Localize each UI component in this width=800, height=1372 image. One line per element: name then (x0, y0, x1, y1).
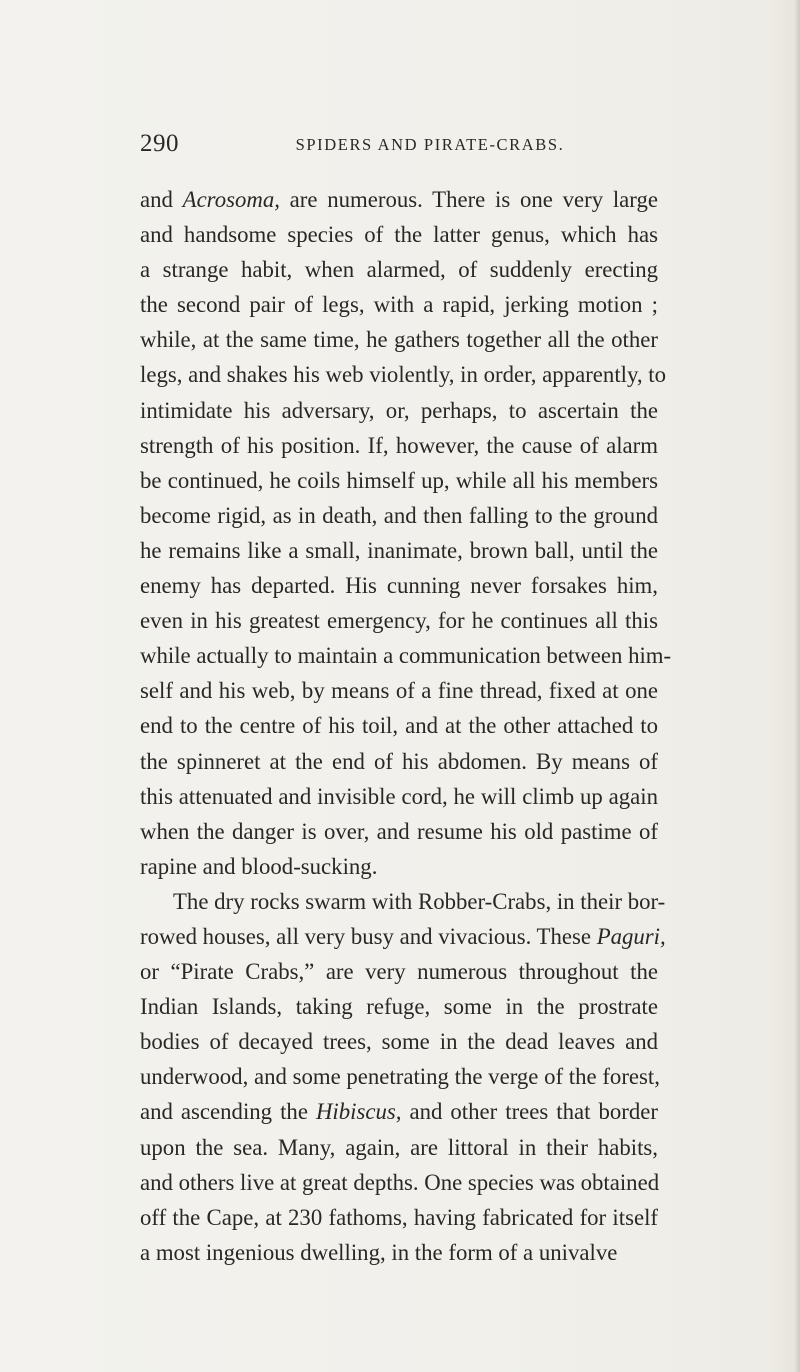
text-segment: while actually to maintain a communication between him- (140, 643, 672, 669)
text-segment: and other trees that border (401, 1099, 658, 1125)
text-segment: self and his web, by means of a fine thread, fixed at one (140, 678, 658, 704)
text-line (140, 673, 658, 708)
text-segment: a most ingenious dwelling, in the form of a univalve (140, 1239, 618, 1265)
text-line (140, 252, 658, 287)
text-line (140, 357, 667, 392)
text-segment: The dry rocks swarm with Robber-Crabs, in their bor- (173, 888, 666, 914)
text-line (140, 638, 672, 673)
text-segment: strength of his position. If, however, the cause of alarm (140, 432, 658, 458)
text-segment: or “Pirate Crabs,” are very numerous throughout the (140, 959, 658, 985)
text-line (140, 1165, 658, 1200)
italic-term: Paguri, (596, 923, 666, 949)
page-edge-shadow (794, 0, 800, 1372)
text-segment: the second pair of legs, with a rapid, jerking motion ; (140, 292, 658, 318)
italic-term: Acrosoma, (182, 187, 280, 212)
text-segment: while, at the same time, he gathers together all the other (140, 327, 658, 353)
text-segment: he remains like a small, inanimate, brown ball, until the (140, 537, 658, 563)
text-segment: a strange habit, when alarmed, of suddenly erecting (140, 257, 658, 283)
body-text (140, 182, 672, 1270)
text-line (140, 182, 658, 217)
page-header (140, 130, 660, 170)
text-segment: and ascending the (140, 1099, 316, 1125)
text-segment: and others live at great depths. One species was obtained (140, 1169, 660, 1195)
text-line (140, 322, 658, 357)
running-title: SPIDERS AND PIRATE-CRABS. (295, 135, 565, 154)
text-segment: off the Cape, at 230 fathoms, having fabricated for itself (140, 1204, 658, 1230)
text-line (140, 884, 666, 919)
text-segment: be continued, he coils himself up, while all his members (140, 467, 658, 493)
text-segment: are numerous. There is one very large (279, 187, 658, 212)
text-line (140, 1059, 658, 1094)
text-segment: intimidate his adversary, or, perhaps, to ascertain the (140, 397, 658, 423)
text-segment: and (140, 187, 183, 212)
text-segment: rapine and blood-sucking. (140, 853, 378, 879)
text-line (140, 603, 658, 638)
text-segment: bodies of decayed trees, some in the dead leaves and (140, 1029, 658, 1055)
text-line (140, 744, 658, 779)
text-line (140, 1130, 658, 1165)
text-line (140, 1094, 658, 1129)
text-segment: and handsome species of the latter genus, which has (140, 222, 658, 248)
text-line (140, 814, 658, 849)
text-segment: legs, and shakes his web violently, in order, apparently, to (140, 362, 667, 388)
text-line (140, 1235, 658, 1270)
text-segment: become rigid, as in death, and then falling to the ground (140, 502, 658, 528)
text-segment: underwood, and some penetrating the verge of the forest, (140, 1064, 660, 1090)
text-line (140, 498, 658, 533)
text-line (140, 463, 658, 498)
text-line (140, 779, 658, 814)
text-segment: when the danger is over, and resume his old pastime of (140, 818, 658, 844)
text-line (140, 568, 658, 603)
text-line (140, 954, 658, 989)
text-segment: even in his greatest emergency, for he continues all this (140, 608, 658, 634)
text-line (140, 428, 658, 463)
italic-term: Hibiscus, (315, 1099, 402, 1125)
text-line (140, 217, 658, 252)
text-line (140, 533, 658, 568)
text-line (140, 989, 658, 1024)
text-line (140, 1200, 658, 1235)
text-segment: upon the sea. Many, again, are littoral in their habits, (140, 1134, 658, 1160)
text-line (140, 849, 658, 884)
text-segment: end to the centre of his toil, and at the other attached to (140, 713, 658, 739)
text-segment: rowed houses, all very busy and vivacious. These (140, 923, 597, 949)
page-number: 290 (140, 130, 179, 157)
text-line (140, 708, 658, 743)
text-segment: enemy has departed. His cunning never forsakes him, (140, 573, 658, 599)
text-line (140, 287, 658, 322)
text-line (140, 1024, 658, 1059)
text-segment: this attenuated and invisible cord, he will climb up again (140, 783, 658, 809)
text-segment: Indian Islands, taking refuge, some in the prostrate (140, 994, 658, 1020)
text-line (140, 393, 658, 428)
text-line (140, 919, 666, 954)
text-segment: the spinneret at the end of his abdomen. By means of (140, 748, 658, 774)
